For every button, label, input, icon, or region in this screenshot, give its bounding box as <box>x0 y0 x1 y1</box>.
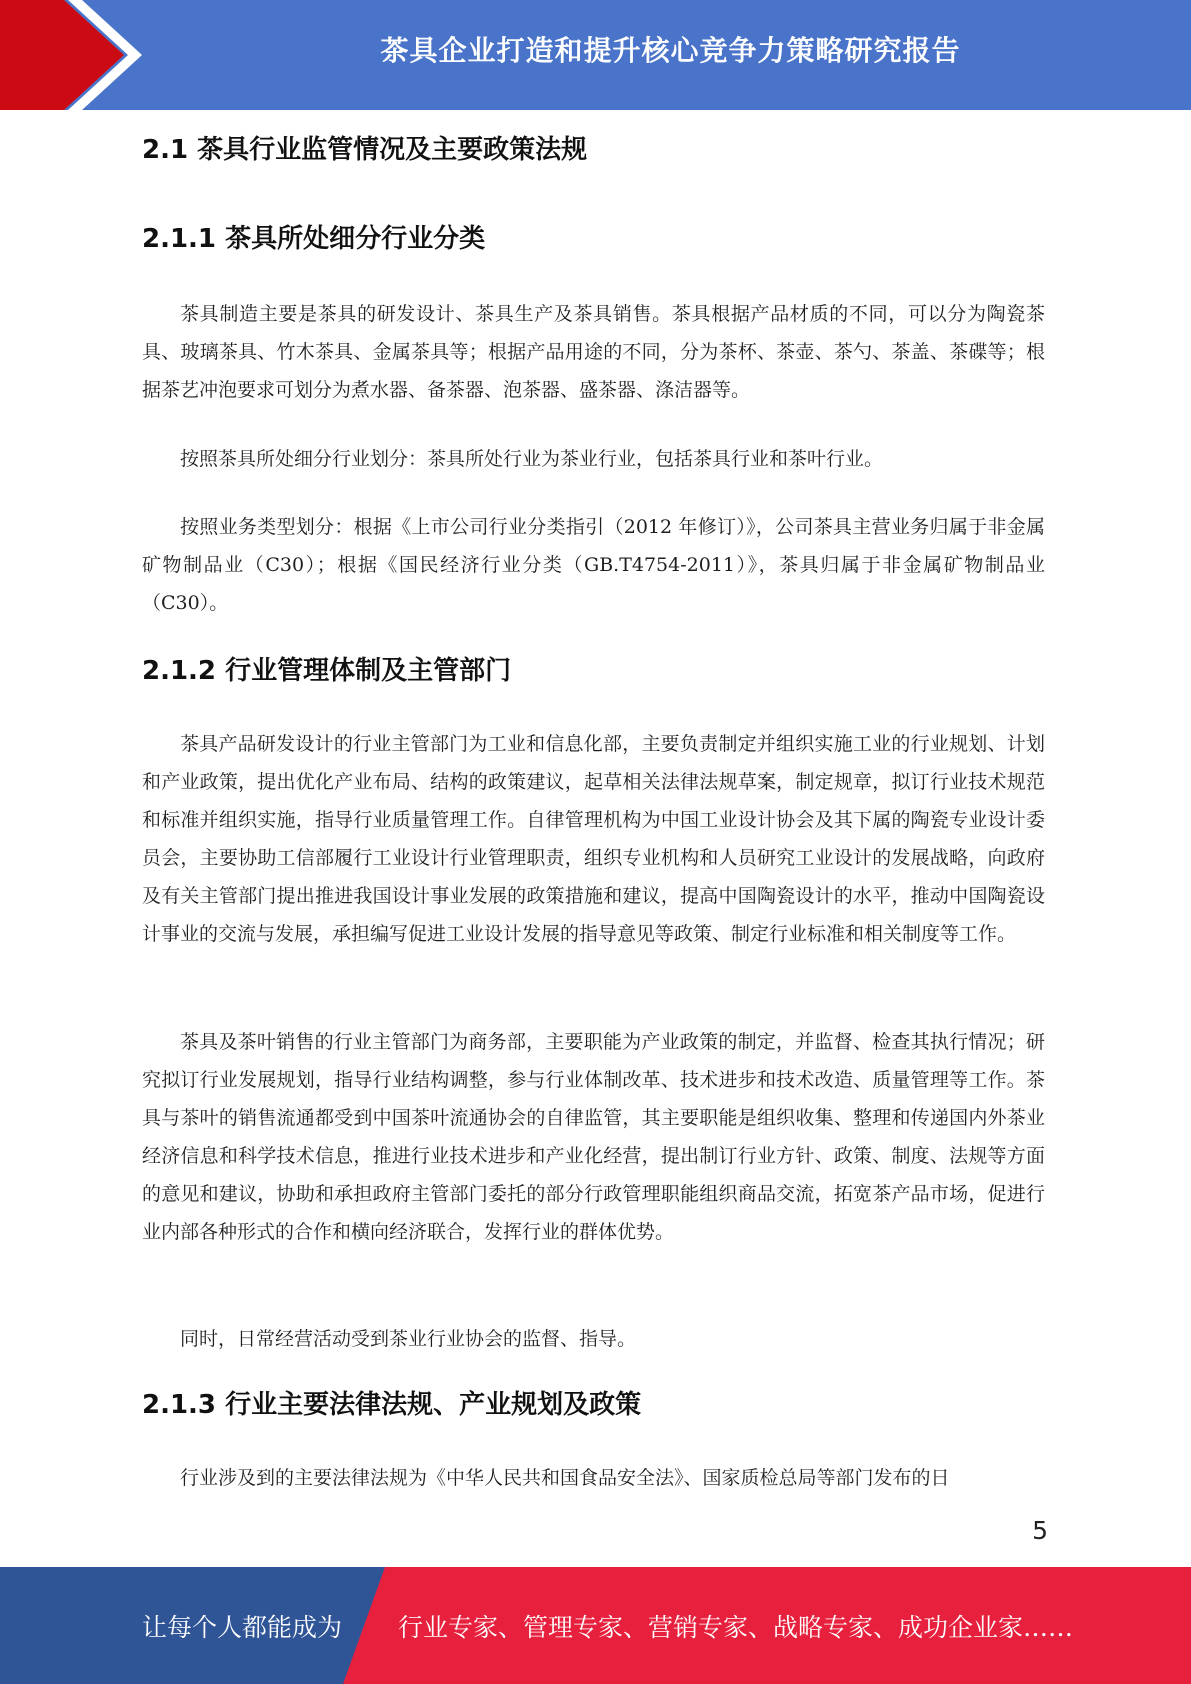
paragraph: 同时，日常经营活动受到茶业行业协会的监督、指导。 <box>180 1328 637 1350</box>
footer-slogan-right: 行业专家、管理专家、营销专家、战略专家、成功企业家…… <box>398 1612 1074 1642</box>
page-header <box>0 0 1191 110</box>
report-title: 茶具企业打造和提升核心竞争力策略研究报告 <box>380 34 961 67</box>
paragraph: 按照茶具所处细分行业划分：茶具所处行业为茶业行业，包括茶具行业和茶叶行业。 <box>180 448 884 470</box>
footer-slogan-left: 让每个人都能成为 <box>142 1612 343 1642</box>
section-heading-2-1-3: 2.1.3 行业主要法律法规、产业规划及政策 <box>142 1390 642 1420</box>
paragraph: 茶具产品研发设计的行业主管部门为工业和信息化部，主要负责制定并组织实施工业的行业规划、计划和产业政策，提出优化产业布局、结构的政策建议，起草相关法律法规草案，制定规章，拟订行业技术规范和标准并组织实施，指导行业质量管理工作。自律管理机构为中国工业设计协会及其下属的陶瓷专业设计委员会，主要协助工信部履行工业设计行业管理职责，组织专业机构和人员研究工业设计的发展战略，向政府及有关主管部门提出推进我国设计事业发展的政策措施和建议，提高中国陶瓷设计的水平，推动中国陶瓷设计事业的交流与发展，承担编写促进工业设计发展的指导意见等政策、制定行业标准和相关制度等工作。 <box>142 733 1045 945</box>
paragraph: 茶具及茶叶销售的行业主管部门为商务部，主要职能为产业政策的制定，并监督、检查其执行情况；研究拟订行业发展规划，指导行业结构调整，参与行业体制改革、技术进步和技术改造、质量管理等工作。茶具与茶叶的销售流通都受到中国茶叶流通协会的自律监管，其主要职能是组织收集、整理和传递国内外茶业经济信息和科学技术信息，推进行业技术进步和产业化经营，提出制订行业方针、政策、制度、法规等方面的意见和建议，协助和承担政府主管部门委托的部分行政管理职能组织商品交流，拓宽茶产品市场，促进行业内部各种形式的合作和横向经济联合，发挥行业的群体优势。 <box>142 1031 1045 1243</box>
page-footer <box>0 1567 1191 1684</box>
page-number: 5 <box>1032 1516 1048 1545</box>
section-heading-2-1-1: 2.1.1 茶具所处细分行业分类 <box>142 224 486 254</box>
paragraph: 按照业务类型划分：根据《上市公司行业分类指引（2012 年修订）》，公司茶具主营业务归属于非金属矿物制品业（C30）；根据《国民经济行业分类（GB.T4754-2011）》，茶具归属于非金属矿物制品业（C30）。 <box>142 516 1045 614</box>
header-arrow-decoration <box>0 0 160 110</box>
paragraph: 行业涉及到的主要法律法规为《中华人民共和国食品安全法》、国家质检总局等部门发布的日 <box>180 1467 950 1489</box>
section-heading-2-1-2: 2.1.2 行业管理体制及主管部门 <box>142 656 512 686</box>
section-heading-2-1: 2.1 茶具行业监管情况及主要政策法规 <box>142 135 588 165</box>
paragraph: 茶具制造主要是茶具的研发设计、茶具生产及茶具销售。茶具根据产品材质的不同，可以分为陶瓷茶具、玻璃茶具、竹木茶具、金属茶具等；根据产品用途的不同，分为茶杯、茶壶、茶勺、茶盖、茶碟等；根据茶艺冲泡要求可划分为煮水器、备茶器、泡茶器、盛茶器、涤洁器等。 <box>142 303 1045 401</box>
